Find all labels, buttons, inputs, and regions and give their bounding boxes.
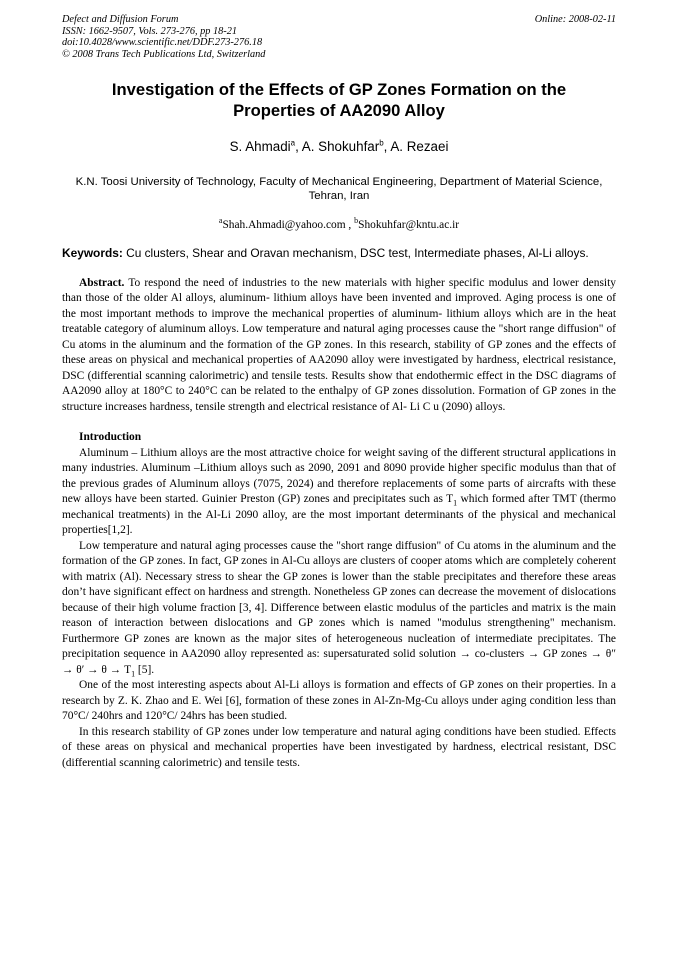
email-link[interactable]: Shokuhfar@kntu.ac.ir [358,219,460,232]
intro-paragraph [62,446,616,539]
author-affil-mark: a [290,138,296,148]
email-separator: , [345,219,355,232]
online-date: Online: 2008-02-11 [534,14,616,25]
journal-issn: ISSN: 1662-9507, Vols. 273-276, pp 18-21 [62,25,238,37]
email-mark: a [218,216,223,226]
author-name: A. Shokuhfar [301,139,380,155]
journal-header [62,14,616,60]
subscript: 1 [131,669,136,679]
paragraph-text: [5]. [135,663,155,676]
abstract-text: To respond the need of industries to the new materials with higher specific modulus and lower density than those of the older Al alloys, aluminum- lithium alloys have been invented and improved. Aging process is one of the most important methods to improve the mechanical properties of aluminum- lithium alloys which are in the heat treatable category of aluminum alloys. Low temperature and natural aging processes cause the "short range diffusion" of Cu atoms in the aluminum and the formation of the GP zones. In this research, stability of GP zones and the effects of these areas on physical and mechanical properties of AA2090 alloy were investigated by hardness, electrical resistance, DSC (differential scanning calorimetric) and tensile tests. Results show that endothermic effect in the DSC diagrams of AA2090 alloy at 180°C to 240°C can be related to the enthalpy of GP zones dissolution. Formation of GP zones in the structure increases hardness, tensile strength and electrical resistance of Al- Li C u (2090) alloys. [62,276,616,413]
author-affil-mark: b [379,138,384,148]
keywords-label: Keywords: [62,246,123,261]
author-name: A. Rezaei [390,139,449,155]
intro-paragraph [62,539,616,679]
abstract [62,276,616,416]
author-name: S. Ahmadi [229,139,291,155]
subscript: 1 [453,498,458,508]
intro-paragraph: One of the most interesting aspects about Al-Li alloys is formation and effects of GP zones on their properties. In a research by Z. K. Zhao and E. Wei [6], formation of these zones in Al-Zn-Mg-Cu alloys under aging condition less than 70°C/ 240hrs and 120°C/ 24hrs has been studied. [62,679,616,723]
email-mark: b [354,216,359,226]
journal-name: Defect and Diffusion Forum [62,14,179,25]
paragraph-text: which formed after TMT (thermo mechanical treatments) in the Al-Li 2090 alloy, are the most important determinants of the physical and mechanical properties[1,2]. [62,493,616,537]
author-separator: , [295,139,302,155]
paper-title: Investigation of the Effects of GP Zones Formation on the Properties of AA2090 Alloy [111,80,567,121]
paragraph-text: Low temperature and natural aging processes cause the "short range diffusion" of Cu atoms in the aluminum and the formation of the GP zones. In fact, GP zones in Al-Cu alloys are clusters of cooper atoms which are completely coherent with matrix (Al). Necessary stress to shear the GP zones is lower than the stable precipitates and therefore these areas don’t have significant effect on hardness and strength. Nonetheless GP zones can decrease the movement of dislocations because of their high volume fraction [3, 4]. Difference between elastic modulus of the particles and matrix is the main reason of interaction between dislocations and GP zones which is named "modulus strengthening" mechanism. Furthermore GP zones are known as the major sites of heterogeneous nucleation of intermediate precipitates. The precipitation sequence in AA2090 alloy represented as: supersaturated solid solution → co-clusters → GP zones → θ″ → θ′ → θ → T [62,539,616,676]
email-link[interactable]: Shah.Ahmadi@yahoo.com [222,219,346,232]
affiliation: K.N. Toosi University of Technology, Faculty of Mechanical Engineering, Department of Material Science, Tehran, Iran [75,176,603,203]
section-heading: Introduction [79,431,142,444]
keywords-text: Cu clusters, Shear and Oravan mechanism, DSC test, Intermediate phases, Al-Li alloys. [122,246,589,261]
author-list [62,139,616,155]
keywords [62,246,616,261]
author-emails [62,218,616,232]
abstract-label: Abstract. [79,276,125,289]
author-separator: , [383,139,391,155]
journal-doi: doi:10.4028/www.scientific.net/DDF.273-276.18 [62,37,263,49]
journal-info [62,14,265,60]
intro-paragraph: In this research stability of GP zones under low temperature and natural aging conditions have been studied. Effects of these areas on physical and mechanical properties have been investigated by hardness, electrical resistant, DSC (differential scanning calorimetric) and tensile tests. [62,725,616,769]
journal-copyright: © 2008 Trans Tech Publications Ltd, Switzerland [62,48,266,60]
paragraph-text: Aluminum – Lithium alloys are the most attractive choice for weight saving of the different structural applications in many industries. Aluminum –Lithium alloys such as 2090, 2091 and 8090 provide higher specific modulus than that of the previous grades of Aluminum alloys (7075, 2024) and therefore replacements of some parts of aircrafts with these new alloys have been started. Guinier Preston (GP) zones and precipitates such as T [62,446,616,506]
